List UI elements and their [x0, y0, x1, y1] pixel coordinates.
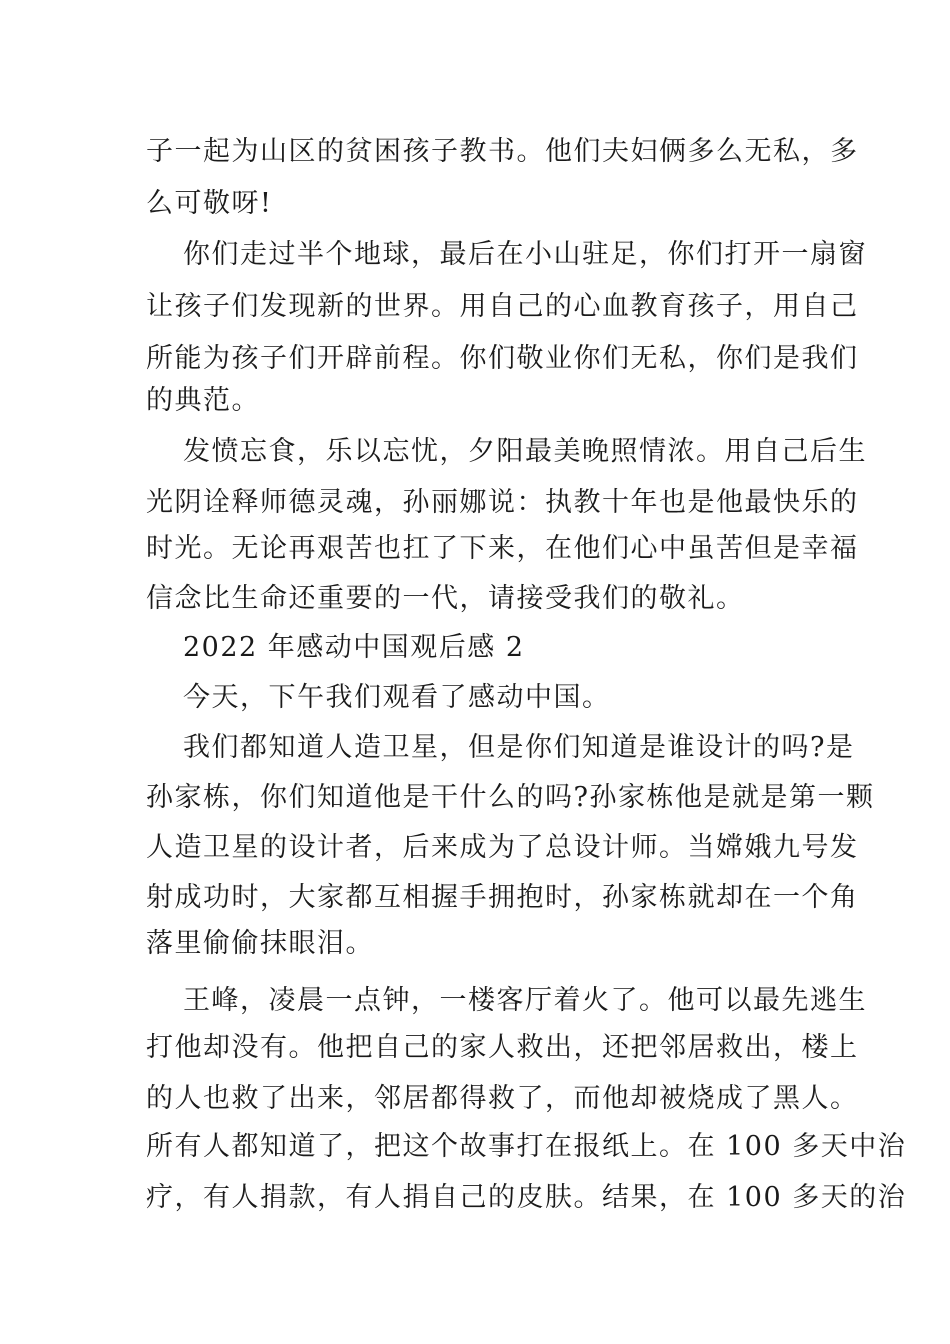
text-line-13: 我们都知道人造卫星，但是你们知道是谁设计的吗?是 — [183, 732, 855, 763]
text-line-3: 你们走过半个地球，最后在小山驻足，你们打开一扇窗 — [183, 239, 867, 270]
text-line-20: 的人也救了出来，邻居都得救了，而他却被烧成了黑人。 — [146, 1083, 859, 1114]
text-line-9: 时光。无论再艰苦也扛了下来，在他们心中虽苦但是幸福 — [146, 533, 859, 564]
text-line-6: 的典范。 — [146, 385, 260, 416]
text-line-5: 所能为孩子们开辟前程。你们敬业你们无私，你们是我们 — [146, 343, 859, 374]
text-line-19: 打他却没有。他把自己的家人救出，还把邻居救出，楼上 — [146, 1032, 859, 1063]
text-line-10: 信念比生命还重要的一代，请接受我们的敬礼。 — [146, 583, 745, 614]
text-line-2: 么可敬呀! — [146, 188, 273, 219]
text-line-7: 发愤忘食，乐以忘忧，夕阳最美晚照情浓。用自己后生 — [183, 436, 867, 467]
text-line-1: 子一起为山区的贫困孩子教书。他们夫妇俩多么无私，多 — [146, 136, 859, 167]
text-line-15: 人造卫星的设计者，后来成为了总设计师。当嫦娥九号发 — [146, 832, 859, 863]
text-line-14: 孙家栋，你们知道他是干什么的吗?孙家栋他是就是第一颗 — [146, 782, 875, 813]
text-line-4: 让孩子们发现新的世界。用自己的心血教育孩子，用自己 — [146, 291, 859, 322]
text-line-16: 射成功时，大家都互相握手拥抱时，孙家栋就却在一个角 — [146, 882, 859, 913]
text-line-8: 光阴诠释师德灵魂，孙丽娜说：执教十年也是他最快乐的 — [146, 487, 859, 518]
text-line-17: 落里偷偷抹眼泪。 — [146, 928, 374, 959]
section-heading: 2022 年感动中国观后感 2 — [183, 632, 525, 663]
text-line-12: 今天，下午我们观看了感动中国。 — [183, 682, 611, 713]
text-line-21: 所有人都知道了，把这个故事打在报纸上。在 100 多天中治 — [146, 1131, 907, 1162]
text-line-22: 疗，有人捐款，有人捐自己的皮肤。结果，在 100 多天的治 — [146, 1182, 907, 1213]
text-line-18: 王峰，凌晨一点钟，一楼客厅着火了。他可以最先逃生 — [183, 985, 867, 1016]
